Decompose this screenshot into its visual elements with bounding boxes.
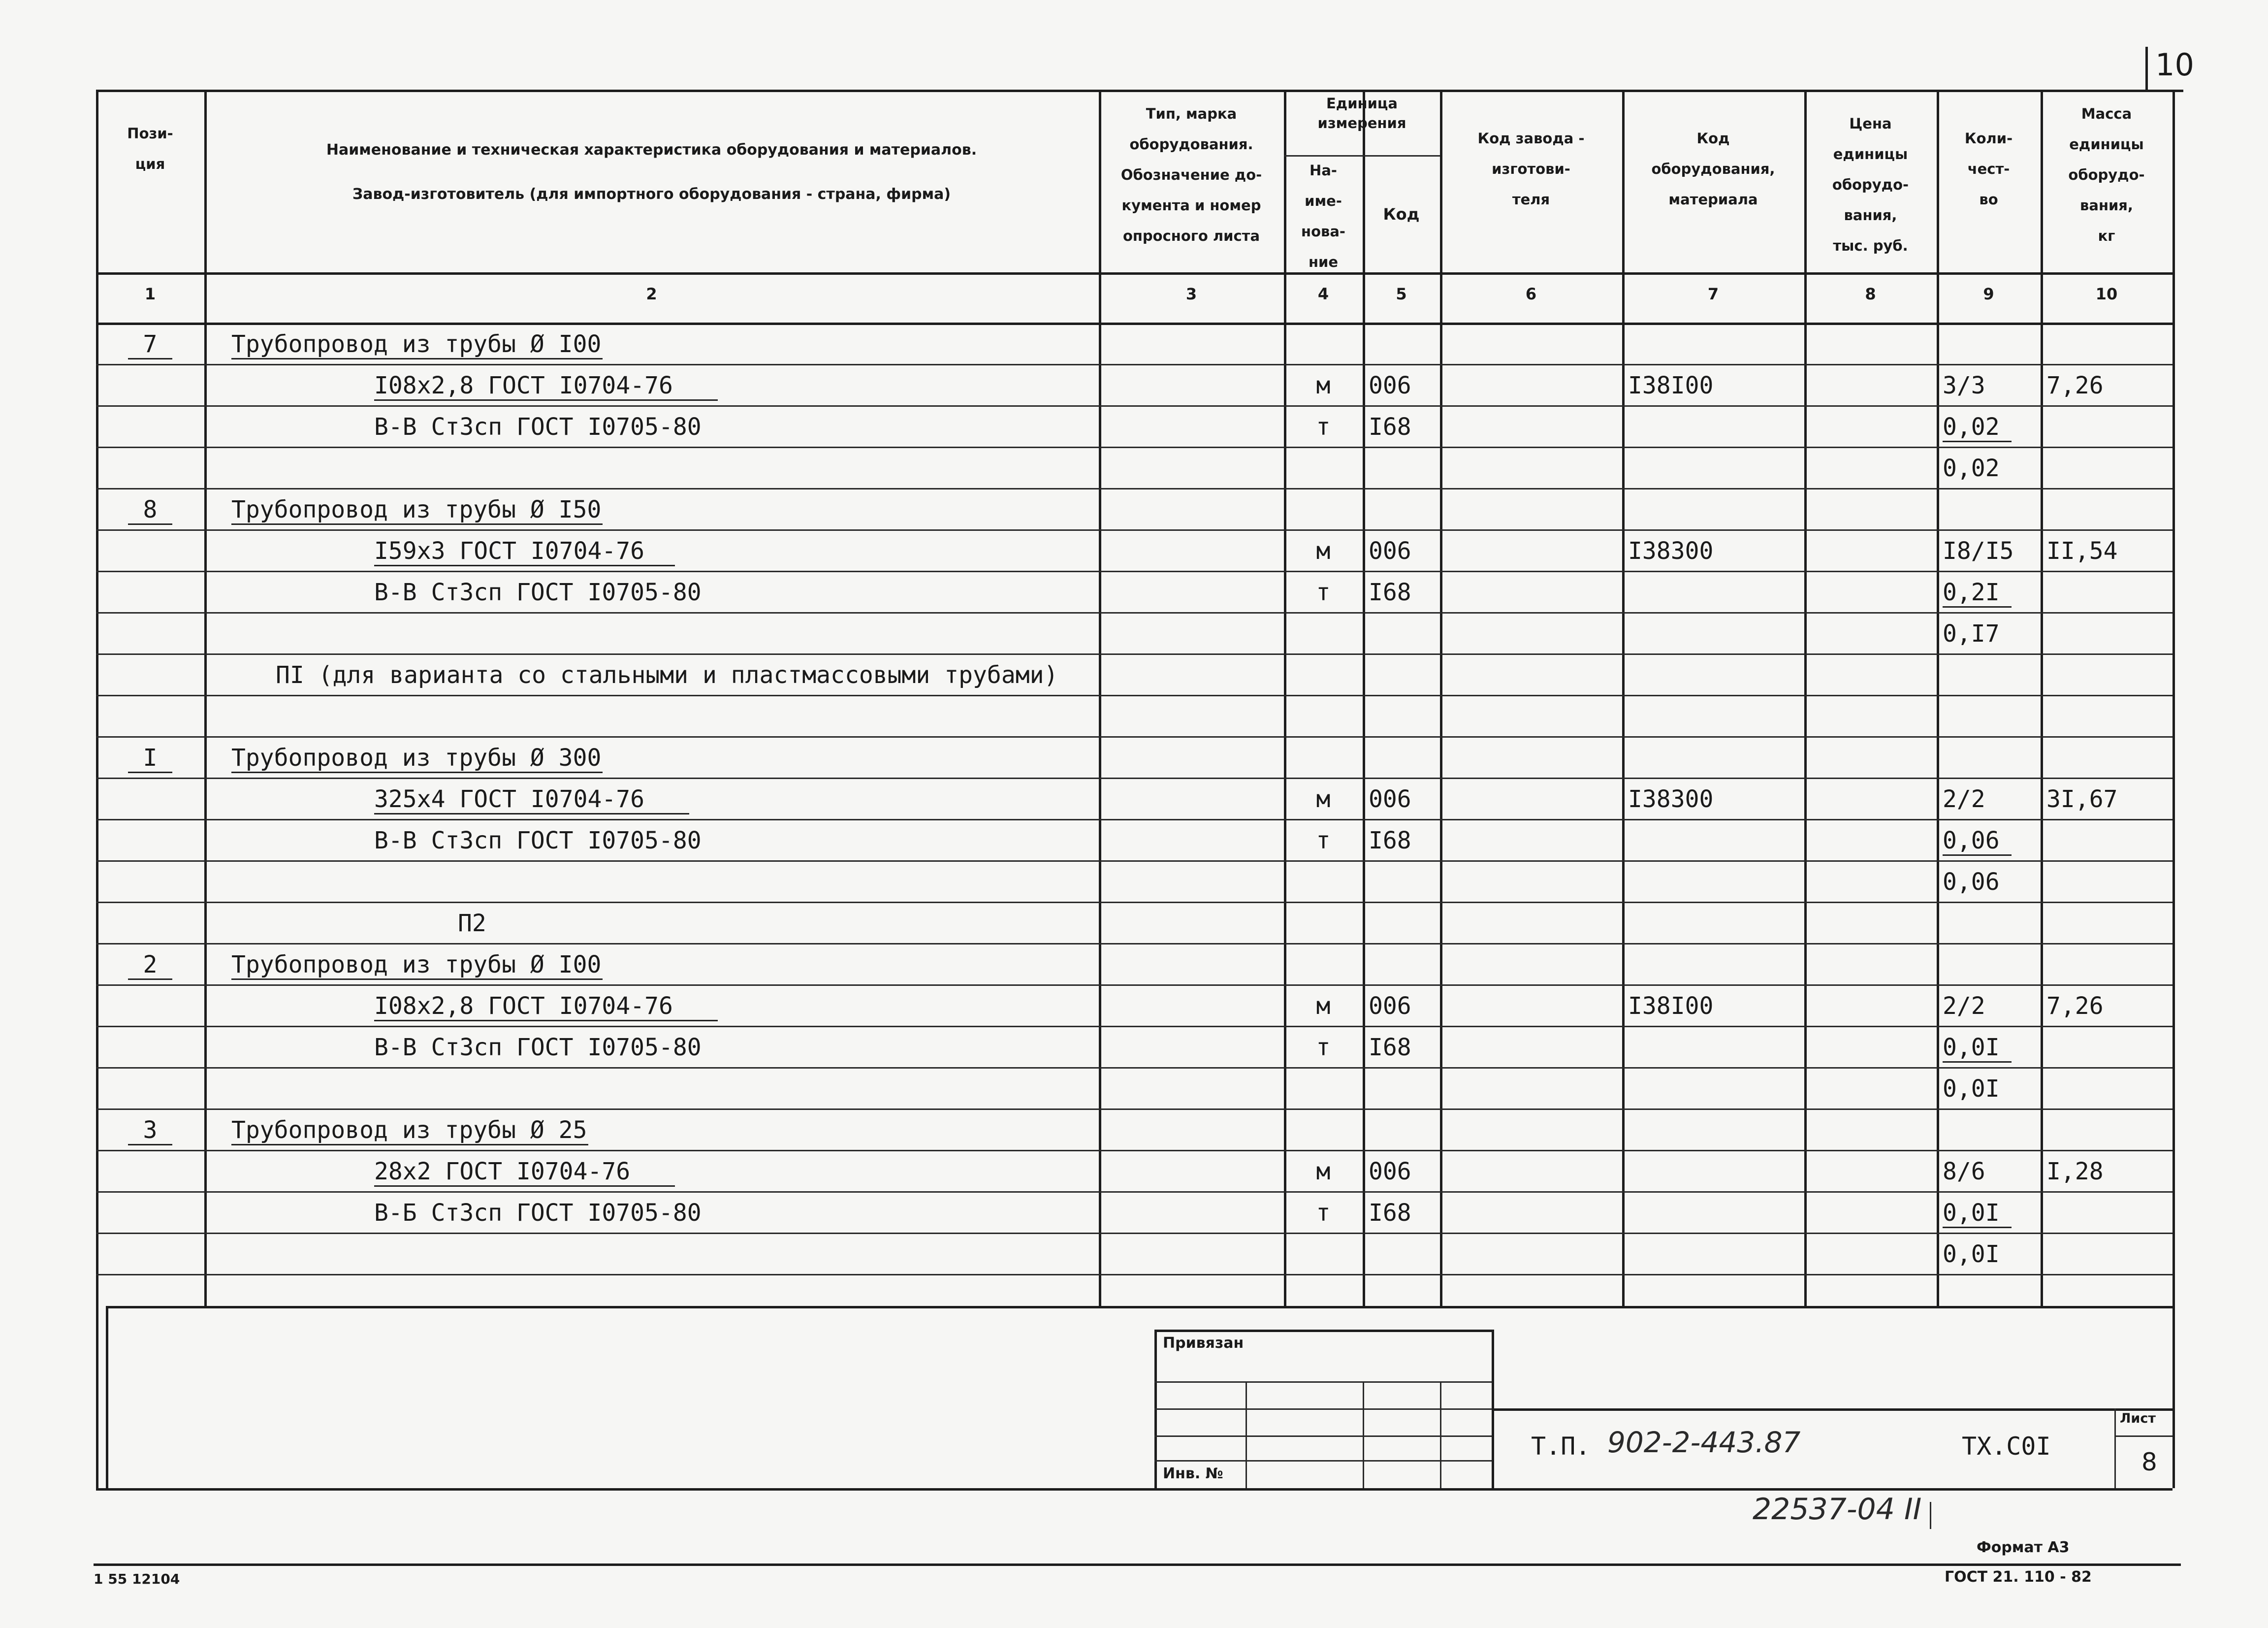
- header-c45_top: Единица измерения: [1317, 95, 1406, 131]
- header-bottom-line: [96, 272, 2172, 275]
- row-position: 8: [143, 496, 158, 523]
- column-line-3: [1284, 90, 1286, 1306]
- column-number-10: 10: [2095, 285, 2118, 303]
- privyazan-label: Привязан: [1163, 1335, 1244, 1352]
- header-c5: Код: [1383, 205, 1420, 224]
- header-c7: Код оборудования, материала: [1651, 130, 1775, 208]
- column-line-9: [2041, 90, 2043, 1306]
- frame-top: [96, 90, 2183, 92]
- row-name: ПI (для варианта со стальными и пластмассовыми трубами): [276, 661, 1058, 689]
- tp-number: 902-2-443.87: [1607, 1426, 1801, 1459]
- row-line: [96, 1274, 2172, 1275]
- column-number-2: 2: [646, 285, 657, 303]
- row-line: [96, 860, 2172, 862]
- row-quantity: 0,06: [1943, 827, 2000, 854]
- column-number-5: 5: [1396, 285, 1407, 303]
- stamp-col-line: [1246, 1381, 1247, 1488]
- row-mass: 3I,67: [2046, 785, 2118, 813]
- row-line: [96, 819, 2172, 820]
- row-name: П2: [458, 910, 486, 937]
- row-position: 7: [143, 330, 158, 358]
- header-c3: Тип, марка оборудования. Обозначение до- кумента и номер опросного листа: [1120, 105, 1262, 244]
- row-material-code: I38I00: [1628, 992, 1714, 1020]
- row-unit-code: I68: [1369, 413, 1411, 441]
- row-line: [96, 1026, 2172, 1027]
- row-quantity: 0,0I: [1943, 1240, 2000, 1268]
- column-line-1: [204, 90, 207, 1306]
- quantity-underline: [1943, 441, 2012, 442]
- row-unit-code: 006: [1369, 992, 1411, 1020]
- row-quantity: 0,0I: [1943, 1034, 2000, 1061]
- row-line: [96, 902, 2172, 903]
- quantity-underline: [1943, 606, 2012, 608]
- row-quantity: 8/6: [1943, 1158, 1985, 1185]
- header-c10: Масса единицы оборудо- вания, кг: [2068, 105, 2145, 244]
- row-line: [96, 1150, 2172, 1151]
- row-line: [96, 1108, 2172, 1110]
- row-unit: т: [1316, 1199, 1331, 1227]
- frame-bottom: [96, 1488, 2172, 1491]
- format-label: Формат А3: [1977, 1539, 2070, 1556]
- row-quantity: 0,02: [1943, 455, 2000, 482]
- row-unit-code: I68: [1369, 827, 1411, 854]
- quantity-underline: [1943, 854, 2012, 856]
- row-unit-code: I68: [1369, 1034, 1411, 1061]
- archive-tick: [1930, 1502, 1931, 1529]
- row-name: В-Б Ст3сп ГОСТ I0705-80: [374, 1199, 702, 1227]
- row-name: Трубопровод из трубы Ø I50: [231, 496, 602, 523]
- row-line: [96, 405, 2172, 407]
- stamp-top: [1154, 1330, 1492, 1332]
- row-line: [96, 1191, 2172, 1193]
- name-underline: [374, 1185, 675, 1187]
- page-number: 10: [2155, 47, 2194, 83]
- row-unit: т: [1316, 1034, 1331, 1061]
- row-position: 3: [143, 1116, 158, 1144]
- row-name: I08x2,8 ГОСТ I0704-76: [374, 372, 673, 399]
- stamp-col-line: [1363, 1381, 1364, 1488]
- row-name: В-В Ст3сп ГОСТ I0705-80: [374, 827, 702, 854]
- position-underline: [128, 772, 172, 773]
- row-unit: т: [1316, 413, 1331, 441]
- name-underline: [231, 358, 603, 359]
- row-position: 2: [143, 951, 158, 978]
- stamp-col-line: [1440, 1381, 1441, 1488]
- position-underline: [128, 1144, 172, 1145]
- column-line-6: [1622, 90, 1625, 1306]
- numbers-bottom-line: [96, 323, 2172, 325]
- header-c1: Пози- ция: [127, 125, 173, 172]
- row-unit: м: [1316, 785, 1331, 813]
- column-line-8: [1937, 90, 1939, 1306]
- row-quantity: 2/2: [1943, 992, 1985, 1020]
- row-unit-code: 006: [1369, 1158, 1411, 1185]
- column-number-4: 4: [1317, 285, 1329, 303]
- position-underline: [128, 358, 172, 359]
- row-quantity: 0,02: [1943, 413, 2000, 441]
- column-number-8: 8: [1865, 285, 1876, 303]
- row-line: [96, 447, 2172, 448]
- row-material-code: I38300: [1628, 537, 1714, 565]
- row-line: [96, 529, 2172, 531]
- sheet-number: 8: [2141, 1448, 2157, 1476]
- column-number-1: 1: [144, 285, 156, 303]
- row-name: Трубопровод из трубы Ø I00: [231, 330, 602, 358]
- row-name: I59x3 ГОСТ I0704-76: [374, 537, 645, 565]
- name-underline: [231, 772, 603, 773]
- row-line: [96, 695, 2172, 696]
- row-position: I: [143, 744, 158, 772]
- row-unit: т: [1316, 579, 1331, 606]
- sheet-label: Лист: [2120, 1411, 2156, 1426]
- tp-label: Т.П.: [1531, 1432, 1591, 1461]
- header-c9: Коли- чест- во: [1964, 130, 2013, 208]
- row-line: [96, 943, 2172, 944]
- row-unit-code: 006: [1369, 372, 1411, 399]
- row-mass: 7,26: [2046, 992, 2104, 1020]
- column-number-6: 6: [1525, 285, 1537, 303]
- column-line-5: [1440, 90, 1442, 1306]
- row-name: 325x4 ГОСТ I0704-76: [374, 785, 645, 813]
- row-line: [96, 984, 2172, 986]
- row-name: В-В Ст3сп ГОСТ I0705-80: [374, 413, 702, 441]
- row-unit: м: [1316, 537, 1331, 565]
- row-quantity: 0,0I: [1943, 1199, 2000, 1227]
- header-c2: Наименование и техническая характеристика оборудования и материалов. Завод-изготовитель (для импортного оборудования - страна, фирма): [326, 141, 977, 203]
- row-line: [96, 653, 2172, 655]
- column-line-2: [1099, 90, 1101, 1306]
- row-quantity: 0,06: [1943, 868, 2000, 896]
- row-mass: 7,26: [2046, 372, 2104, 399]
- row-unit-code: 006: [1369, 537, 1411, 565]
- header-c8: Цена единицы оборудо- вания, тыс. руб.: [1832, 115, 1909, 254]
- gost-label: ГОСТ 21. 110 - 82: [1945, 1568, 2092, 1586]
- name-underline: [374, 813, 689, 814]
- row-unit: м: [1316, 992, 1331, 1020]
- row-unit-code: 006: [1369, 785, 1411, 813]
- row-unit: т: [1316, 827, 1331, 854]
- row-material-code: I38300: [1628, 785, 1714, 813]
- header-c4: На- име- нова- ние: [1301, 162, 1345, 270]
- row-mass: II,54: [2046, 537, 2118, 565]
- table-bottom-line: [106, 1306, 2172, 1308]
- footer-left-code: 1 55 12104: [94, 1571, 180, 1587]
- row-name: Трубопровод из трубы Ø 300: [231, 744, 602, 772]
- row-mass: I,28: [2046, 1158, 2104, 1185]
- row-quantity: 0,2I: [1943, 579, 2000, 606]
- row-material-code: I38I00: [1628, 372, 1714, 399]
- column-line-7: [1804, 90, 1807, 1306]
- row-name: В-В Ст3сп ГОСТ I0705-80: [374, 1034, 702, 1061]
- row-line: [96, 571, 2172, 572]
- row-name: 28x2 ГОСТ I0704-76: [374, 1158, 631, 1185]
- quantity-underline: [1943, 1227, 2012, 1228]
- column-line-10: [2172, 90, 2175, 1488]
- row-line: [96, 364, 2172, 365]
- name-underline: [374, 565, 675, 566]
- doc-code: ТХ.С0I: [1962, 1432, 2051, 1461]
- name-underline: [374, 1020, 718, 1021]
- frame-left-lower: [106, 1306, 108, 1488]
- titleblock-top: [1492, 1408, 2172, 1411]
- row-line: [96, 612, 2172, 614]
- column-number-9: 9: [1983, 285, 1994, 303]
- row-name: Трубопровод из трубы Ø I00: [231, 951, 602, 978]
- row-unit-code: I68: [1369, 1199, 1411, 1227]
- row-unit: м: [1316, 372, 1331, 399]
- position-underline: [128, 523, 172, 525]
- name-underline: [374, 399, 718, 401]
- quantity-underline: [1943, 1061, 2012, 1063]
- name-underline: [231, 978, 603, 980]
- column-line-4: [1363, 90, 1365, 1306]
- sheet-box-line: [2114, 1435, 2172, 1437]
- row-line: [96, 1067, 2172, 1069]
- header-c6: Код завода - изготови- теля: [1477, 130, 1585, 208]
- row-name: I08x2,8 ГОСТ I0704-76: [374, 992, 673, 1020]
- row-line: [96, 1233, 2172, 1234]
- column-number-7: 7: [1707, 285, 1719, 303]
- row-quantity: 3/3: [1943, 372, 1985, 399]
- name-underline: [231, 523, 603, 525]
- row-name: Трубопровод из трубы Ø 25: [231, 1116, 587, 1144]
- row-quantity: I8/I5: [1943, 537, 2014, 565]
- column-number-3: 3: [1185, 285, 1197, 303]
- row-quantity: 2/2: [1943, 785, 1985, 813]
- archive-number: 22537-04 II: [1753, 1492, 1922, 1527]
- sheet-box-left: [2114, 1408, 2116, 1488]
- row-unit-code: I68: [1369, 579, 1411, 606]
- row-unit: м: [1316, 1158, 1331, 1185]
- row-quantity: 0,0I: [1943, 1075, 2000, 1103]
- row-line: [96, 778, 2172, 779]
- inventory-label: Инв. №: [1163, 1465, 1223, 1482]
- row-quantity: 0,I7: [1943, 620, 2000, 648]
- name-underline: [231, 1144, 588, 1145]
- row-name: В-В Ст3сп ГОСТ I0705-80: [374, 579, 702, 606]
- row-line: [96, 736, 2172, 738]
- position-underline: [128, 978, 172, 980]
- row-line: [96, 488, 2172, 489]
- footer-rule: [94, 1563, 2181, 1566]
